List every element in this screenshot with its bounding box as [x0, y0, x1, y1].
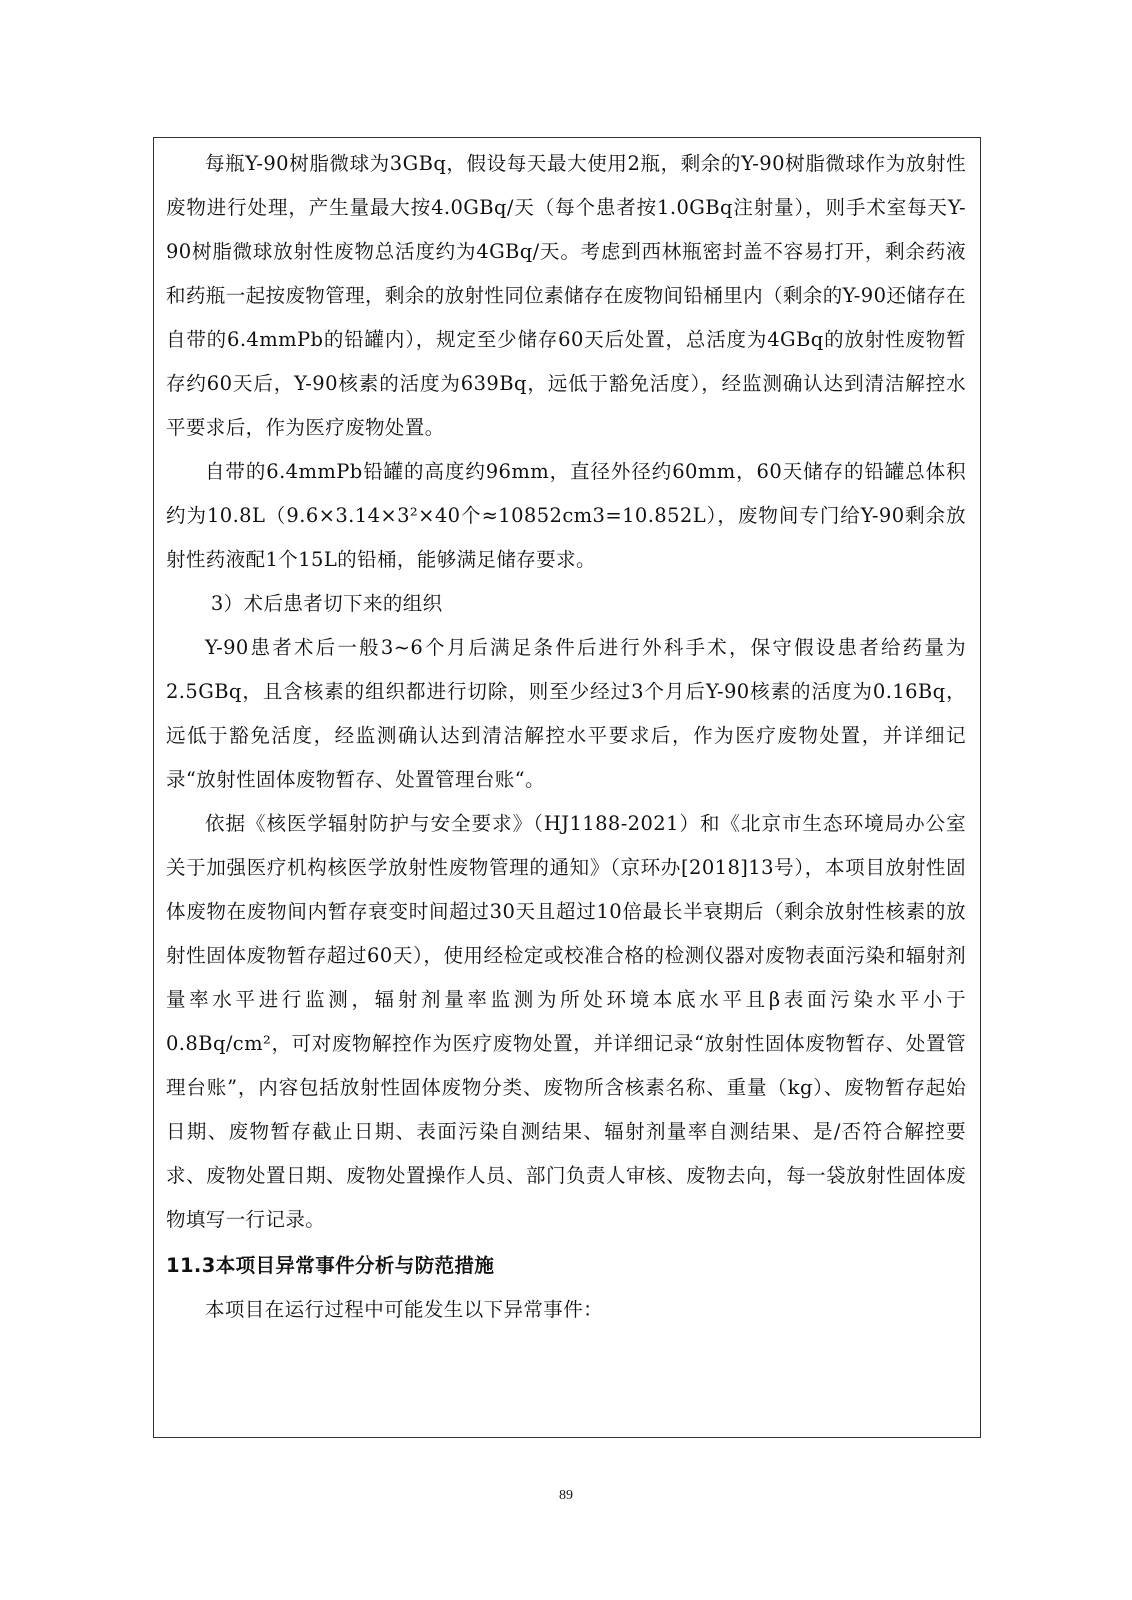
paragraph-abnormal-events: 本项目在运行过程中可能发生以下异常事件： [205, 1298, 604, 1321]
section-heading: 11.3本项目异常事件分析与防范措施 [166, 1254, 495, 1277]
paragraph-lead-can: 自带的6.4mmPb铅罐的高度约96mm，直径外径约60mm，60天储存的铅罐总体积约为10.8L（9.6×3.14×3²×40个≈10852cm3=10.852L），废物间专门给Y-90剩余放射性药液配1个15L的铅桶，能够满足储存要求。 [166, 460, 966, 571]
list-item-tissue: 3）术后患者切下来的组织 [210, 592, 443, 615]
document-body [166, 142, 966, 1332]
paragraph-surgery: Y-90患者术后一般3~6个月后满足条件后进行外科手术，保守假设患者给药量为2.5GBq，且含核素的组织都进行切除，则至少经过3个月后Y-90核素的活度为0.16Bq，远低于豁免活度，经监测确认达到清洁解控水平要求后，作为医疗废物处置，并详细记录“放射性固体废物暂存、处置管理台账“。 [166, 636, 966, 791]
page-number: 89 [559, 1488, 573, 1503]
paragraph-y90-waste: 每瓶Y-90树脂微球为3GBq，假设每天最大使用2瓶，剩余的Y-90树脂微球作为放射性废物进行处理，产生量最大按4.0GBq/天（每个患者按1.0GBq注射量），则手术室每天Y-90树脂微球放射性废物总活度约为4GBq/天。考虑到西林瓶密封盖不容易打开，剩余药液和药瓶一起按废物管理，剩余的放射性同位素储存在废物间铅桶里内（剩余的Y-90还储存在自带的6.4mmPb的铅罐内），规定至少储存60天后处置，总活度为4GBq的放射性废物暂存约60天后，Y-90核素的活度为639Bq，远低于豁免活度），经监测确认达到清洁解控水平要求后，作为医疗废物处置。 [166, 152, 966, 439]
paragraph-regulation: 依据《核医学辐射防护与安全要求》（HJ1188-2021）和《北京市生态环境局办公室关于加强医疗机构核医学放射性废物管理的通知》（京环办[2018]13号），本项目放射性固体废物在废物间内暂存衰变时间超过30天且超过10倍最长半衰期后（剩余放射性核素的放射性固体废物暂存超过60天），使用经检定或校准合格的检测仪器对废物表面污染和辐射剂量率水平进行监测，辐射剂量率监测为所处环境本底水平且β表面污染水平小于0.8Bq/cm²，可对废物解控作为医疗废物处置，并详细记录“放射性固体废物暂存、处置管理台账”，内容包括放射性固体废物分类、废物所含核素名称、重量（kg）、废物暂存起始日期、废物暂存截止日期、表面污染自测结果、辐射剂量率自测结果、是/否符合解控要求、废物处置日期、废物处置操作人员、部门负责人审核、废物去向，每一袋放射性固体废物填写一行记录。 [166, 812, 966, 1231]
content-frame [153, 137, 981, 1438]
